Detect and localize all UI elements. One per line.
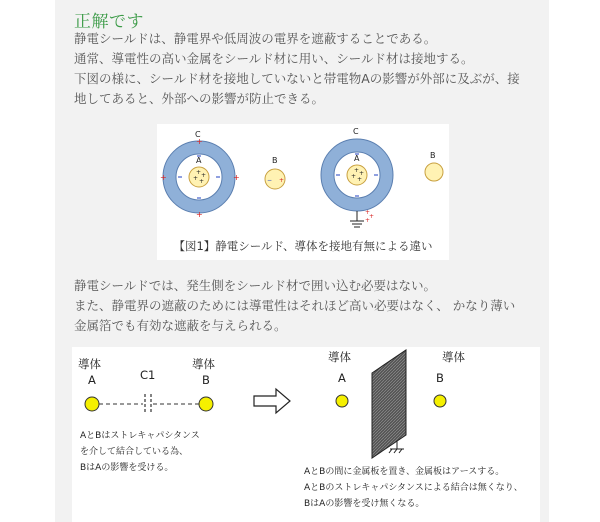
text-line: 下図の様に、シールド材を接地していないと帯電物Aの影響が外部に及ぶが、接 — [74, 71, 520, 86]
conductor-a-left — [85, 397, 99, 411]
label-c-right: C — [353, 127, 359, 136]
conductor-a-word-right: 導体 — [328, 350, 351, 364]
svg-text:+: + — [359, 170, 365, 177]
metal-plate — [372, 350, 406, 458]
svg-text:+: + — [365, 209, 371, 216]
note-line: を介して結合している為、 — [80, 447, 189, 457]
note-line: BはAの影響を受ける。 — [80, 463, 174, 473]
conductor-a-right — [336, 395, 348, 407]
text-line: 静電シールドでは、発生側をシールド材で囲い込む必要はない。 — [74, 278, 437, 293]
label-b-left: B — [272, 156, 278, 165]
svg-text:+: + — [233, 173, 240, 182]
conductor-b-right — [434, 395, 446, 407]
note-line: AとBはストレキャパシタンス — [80, 431, 200, 441]
note-line: AとBのストレキャパシタンスによる結合は無くなり、 — [304, 483, 523, 493]
figure-electrostatic-shield — [157, 124, 449, 260]
label-a-right: A — [338, 371, 346, 385]
label-b-right: B — [436, 371, 444, 385]
note-left — [80, 428, 200, 476]
svg-text:+: + — [201, 172, 207, 179]
svg-text:+: + — [196, 169, 202, 176]
svg-text:+: + — [279, 177, 285, 184]
svg-text:+: + — [199, 178, 205, 185]
text-line: また、静電界の遮蔽のためには導電性はそれほど高い必要はなく、 かなり薄い — [74, 298, 516, 313]
conductor-b-left — [199, 397, 213, 411]
conductor-b-word-right: 導体 — [442, 350, 465, 364]
figure-1-caption: 【図1】静電シールド、導体を接地有無による違い — [173, 239, 433, 253]
note-line: BはAの影響を受け無くなる。 — [304, 499, 425, 509]
conductor-a-word-left: 導体 — [78, 357, 101, 371]
text-line: 地してあると、外部への影響が防止できる。 — [74, 91, 325, 106]
figure-shield-plate-comparison — [72, 347, 540, 522]
explanation-paragraph-1 — [74, 29, 544, 109]
svg-text:+: + — [369, 213, 375, 220]
label-a-left: A — [88, 373, 96, 387]
label-a-left: A — [196, 156, 202, 165]
ground-symbol — [350, 211, 364, 227]
svg-text:+: + — [354, 167, 360, 174]
svg-text:+: + — [351, 173, 357, 180]
result-title: 正解です — [74, 12, 144, 32]
svg-text:+: + — [193, 175, 199, 182]
label-c1: C1 — [140, 368, 156, 382]
text-line: 静電シールドは、静電界や低周波の電界を遮蔽することである。 — [74, 31, 437, 46]
ground-plus — [365, 209, 374, 224]
conductor-b-right — [425, 163, 443, 181]
text-line: 金属箔でも有効な遮蔽を与えられる。 — [74, 318, 287, 333]
svg-text:+: + — [196, 210, 203, 219]
label-b-left: B — [202, 373, 210, 387]
svg-text:+: + — [365, 217, 371, 224]
svg-text:+: + — [160, 173, 167, 182]
note-line: AとBの間に金属板を置き、金属板はアースする。 — [304, 467, 505, 477]
svg-text:+: + — [357, 176, 363, 183]
label-a-right: A — [354, 154, 360, 163]
label-b-right: B — [430, 151, 436, 160]
arrow-icon — [254, 389, 290, 413]
svg-text:−: − — [267, 177, 273, 184]
label-c-left: C — [195, 130, 201, 139]
svg-text:+: + — [196, 137, 203, 146]
text-line: 通常、導電性の高い金属をシールド材に用い、シールド材は接地する。 — [74, 51, 474, 66]
explanation-paragraph-2 — [74, 276, 544, 336]
conductor-b-word-left: 導体 — [192, 357, 215, 371]
note-right — [304, 464, 523, 512]
